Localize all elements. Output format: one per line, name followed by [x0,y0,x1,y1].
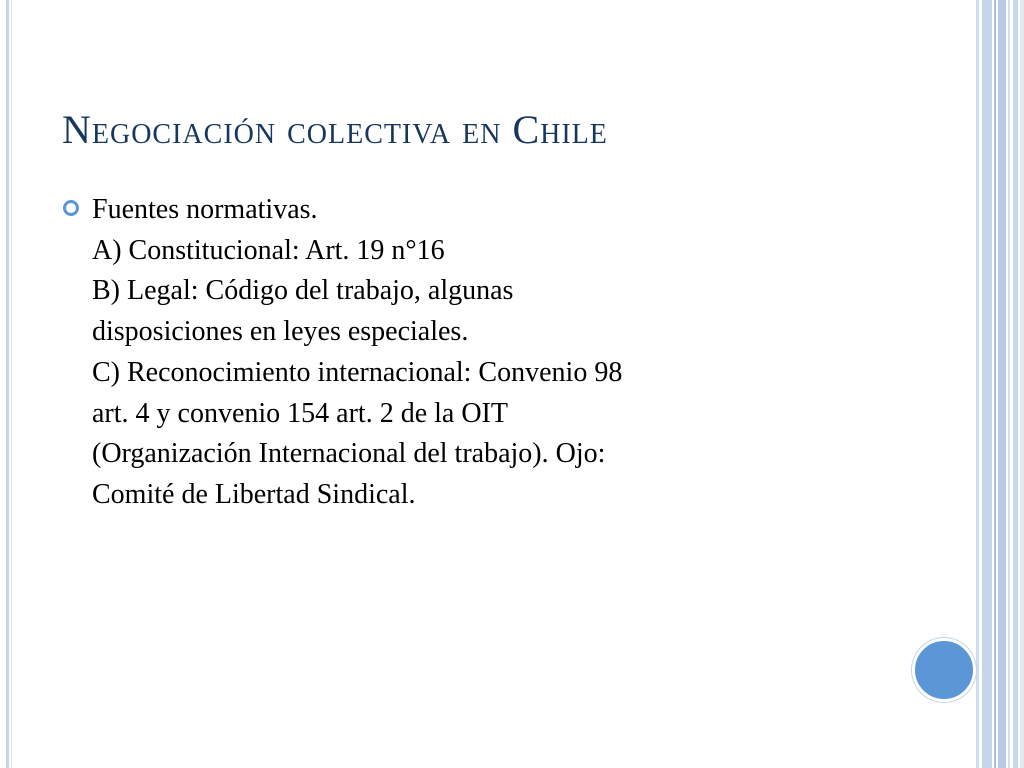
bullet-item [92,190,852,516]
bullet-ring-icon [62,199,80,217]
bullet-line: disposiciones en leyes especiales. [92,316,469,348]
right-border-stripe [1013,0,1018,768]
bullet-line: B) Legal: Código del trabajo, algunas [92,275,514,307]
slide-title: Negociación colectiva en Chile [62,107,608,152]
bullet-line: art. 4 y convenio 154 art. 2 de la OIT [92,397,508,429]
bullet-line: Fuentes normativas. [92,194,318,225]
bullet-line: C) Reconocimiento internacional: Convenio 98 [92,356,623,388]
left-border-stripe [6,0,9,768]
right-border-stripe [982,0,992,768]
bullet-line: Comité de Libertad Sindical. [92,478,416,510]
bullet-line: (Organización Internacional del trabajo). Ojo: [92,438,606,470]
bullet-line: A) Constitucional: Art. 19 n°16 [92,234,445,266]
right-border-stripe [994,0,996,768]
right-border-stripe [1020,0,1024,768]
right-border-stripe [998,0,1006,768]
right-border-stripe [976,0,979,768]
decorative-circle [912,638,976,702]
right-border-stripe [1008,0,1010,768]
left-border-stripe-thin [11,0,12,768]
